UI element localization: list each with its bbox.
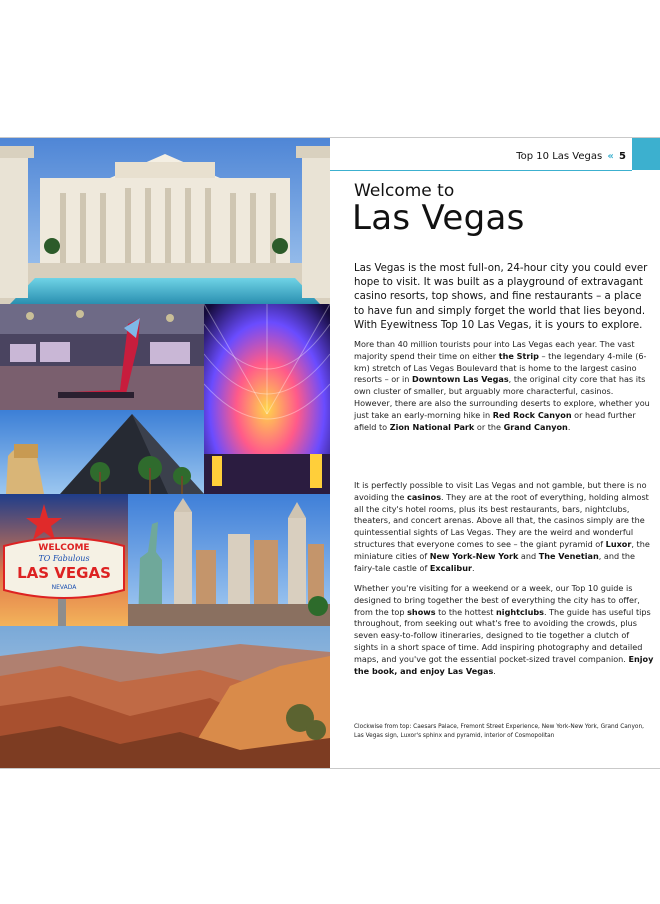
photo-collage: [0, 138, 330, 768]
photo-new-york-new-york: [128, 494, 330, 626]
lead-paragraph: Las Vegas is the most full-on, 24-hour city you could ever hope to visit. It was built as a playground of extravagant casino resorts, top shows, and fine restaurants – a place to have fun and simply forget the world that lies beyond. With Eyewitness Top 10 Las Vegas, it is yours to explore.: [354, 263, 648, 331]
body-paragraph-3: Whether you're visiting for a weekend or a week, our Top 10 guide is designed to bring together the best of everything the city has to offer, from the top shows to the hottest nightclubs. The guide has useful tips throughout, from seeking out what's free to avoiding the crowds, plus seven easy-to-follow itineraries, designed to tie together a clutch of sights in a short space of time. Add inspiring photography and detailed maps, and you've got the essential pocket-sized travel companion. Enjoy the book, and enjoy Las Vegas.: [354, 583, 654, 676]
sign-nevada-text: NEVADA: [51, 584, 77, 591]
running-header-text: [516, 151, 626, 162]
double-chevron-left-icon: «: [607, 151, 614, 162]
photo-luxor-sphinx: [0, 410, 204, 494]
photo-grand-canyon: [0, 626, 330, 768]
section-name: Top 10 Las Vegas: [516, 151, 603, 162]
page-title: Las Vegas: [352, 198, 525, 238]
text-column: [330, 138, 660, 768]
photo-las-vegas-sign: [0, 494, 128, 626]
photo-fremont-street: [204, 304, 330, 494]
photo-caesars-palace: [0, 138, 330, 304]
page-number: 5: [619, 151, 626, 162]
section-tab-accent: [632, 138, 660, 170]
sign-fabulous-text: TO Fabulous: [38, 554, 90, 563]
book-page: [0, 137, 660, 769]
photo-cosmopolitan-interior: [0, 304, 204, 410]
sign-las-vegas-text: LAS VEGAS: [17, 564, 111, 582]
photo-caption: Clockwise from top: Caesars Palace, Fremont Street Experience, New York-New York, Grand Canyon, Las Vegas sign, Luxor's sphinx and pyramid, interior of Cosmopolitan: [354, 724, 644, 739]
page-kicker: Welcome to: [354, 181, 455, 201]
body-paragraph-1: More than 40 million tourists pour into Las Vegas each year. The vast majority spend their time on either the Strip – the legendary 4-mile (6-km) stretch of Las Vegas Boulevard that is home to the largest casino resorts – or in Downtown Las Vegas, the original city core that has its own cluster of smaller, but arguably more characterful, casinos. However, there are also the surrounding deserts to explore, whether you just take an early-morning hike in Red Rock Canyon or head further afield to Zion National Park or the Grand Canyon.: [354, 339, 650, 432]
running-header: [330, 138, 632, 171]
body-paragraph-2: It is perfectly possible to visit Las Vegas and not gamble, but there is no avoiding the casinos. They are at the root of everything, holding almost all the city's hotel rooms, plus its best restaurants, bars, nightclubs, theaters, and concert arenas. Above all that, the casinos simply are the quintessential sights of Las Vegas. They are the weird and wonderful structures that everyone comes to see – the giant pyramid of Luxor, the miniature cities of New York-New York and The Venetian, and the fairy-tale castle of Excalibur.: [354, 480, 650, 573]
sign-welcome-text: WELCOME: [38, 543, 90, 553]
